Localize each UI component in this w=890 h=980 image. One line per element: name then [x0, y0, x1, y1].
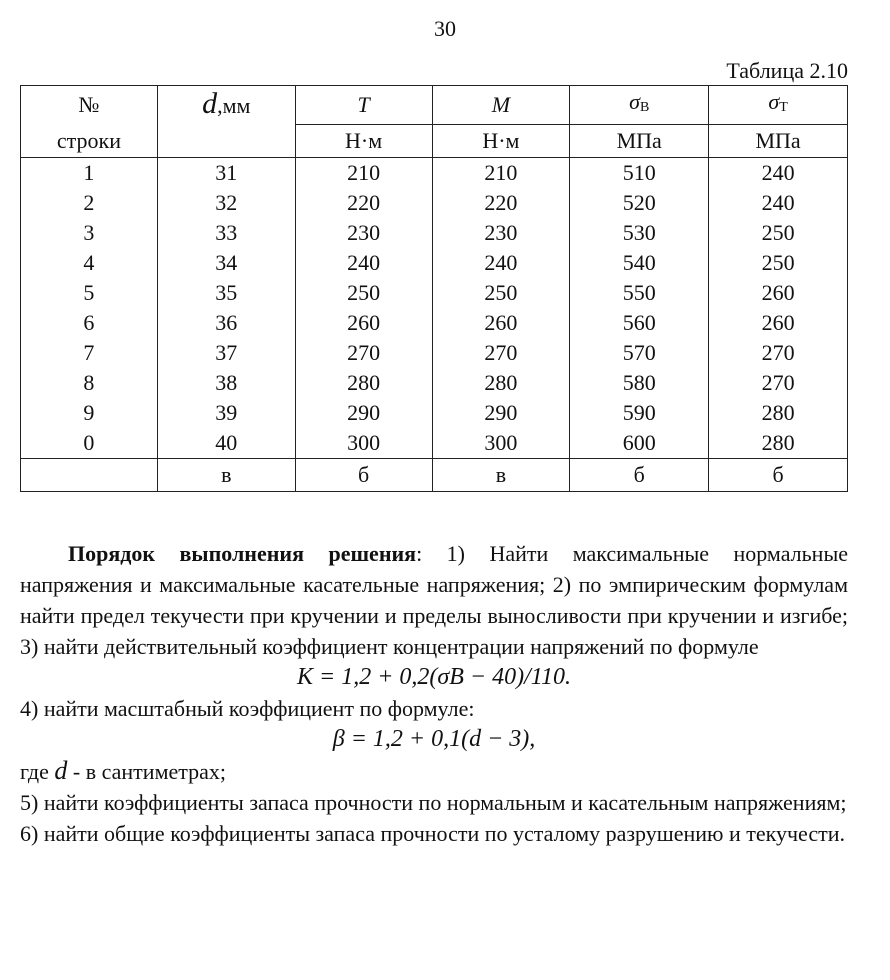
table-row	[21, 218, 848, 248]
unit-T: Н·м	[295, 125, 432, 158]
table-cell: 8	[21, 368, 158, 398]
table-cell: 560	[570, 308, 709, 338]
footer-cell: б	[295, 459, 432, 492]
table-row	[21, 278, 848, 308]
table-cell: 34	[157, 248, 295, 278]
header-sigma-b: σВ	[570, 86, 709, 125]
table-row	[21, 428, 848, 459]
header-row-no: №	[21, 86, 158, 125]
table-cell: 300	[295, 428, 432, 459]
table-cell: 580	[570, 368, 709, 398]
table-cell: 250	[295, 278, 432, 308]
table-cell: 290	[432, 398, 570, 428]
table-body	[21, 158, 848, 459]
table-row	[21, 308, 848, 338]
table-caption: Таблица 2.10	[726, 58, 848, 83]
table-cell: 240	[432, 248, 570, 278]
table-cell: 510	[570, 158, 709, 189]
table-cell: 6	[21, 308, 158, 338]
unit-M: Н·м	[432, 125, 570, 158]
table-cell: 280	[432, 368, 570, 398]
table-cell: 280	[709, 428, 848, 459]
table-cell: 530	[570, 218, 709, 248]
table-cell: 240	[295, 248, 432, 278]
footer-cell: в	[157, 459, 295, 492]
paragraph-step4: 4) найти масштабный коэффициент по формуле:	[20, 696, 475, 721]
table-cell: 550	[570, 278, 709, 308]
table-row	[21, 338, 848, 368]
header-M: M	[432, 86, 570, 125]
table-row	[21, 368, 848, 398]
table-cell: 280	[709, 398, 848, 428]
table-cell: 35	[157, 278, 295, 308]
table-cell: 260	[709, 308, 848, 338]
header-sigma-t: σТ	[709, 86, 848, 125]
table-cell: 280	[295, 368, 432, 398]
footer-cell: б	[570, 459, 709, 492]
paragraph-step6: 6) найти общие коэффициенты запаса прочности по усталому разрушению и текучести.	[20, 821, 845, 846]
table-row	[21, 248, 848, 278]
table-row	[21, 398, 848, 428]
table-cell: 260	[432, 308, 570, 338]
table-cell: 4	[21, 248, 158, 278]
paragraph-where: где d - в сантиметрах;	[20, 756, 227, 785]
table-cell: 250	[432, 278, 570, 308]
footer-cell: в	[432, 459, 570, 492]
header-row-no-2: строки	[21, 125, 158, 158]
table-cell: 39	[157, 398, 295, 428]
table-cell: 240	[709, 188, 848, 218]
footer-cell: б	[709, 459, 848, 492]
table-cell: 9	[21, 398, 158, 428]
table-cell: 230	[432, 218, 570, 248]
table-cell: 520	[570, 188, 709, 218]
table-cell: 250	[709, 218, 848, 248]
page-number: 30	[434, 16, 456, 41]
solution-text	[20, 538, 848, 849]
table-cell: 40	[157, 428, 295, 459]
table-cell: 33	[157, 218, 295, 248]
table-cell: 36	[157, 308, 295, 338]
table-cell: 7	[21, 338, 158, 368]
footer-cell	[21, 459, 158, 492]
table-row	[21, 158, 848, 189]
table-cell: 3	[21, 218, 158, 248]
table-cell: 220	[295, 188, 432, 218]
table-cell: 2	[21, 188, 158, 218]
table-cell: 600	[570, 428, 709, 459]
table-cell: 0	[21, 428, 158, 459]
table-cell: 250	[709, 248, 848, 278]
table-cell: 260	[709, 278, 848, 308]
bold-lead: Порядок выполнения решения	[68, 541, 417, 566]
unit-sigma-t: МПа	[709, 125, 848, 158]
table-cell: 230	[295, 218, 432, 248]
table-cell: 270	[432, 338, 570, 368]
table-cell: 590	[570, 398, 709, 428]
table-cell: 32	[157, 188, 295, 218]
header-blank	[157, 125, 295, 158]
table-cell: 1	[21, 158, 158, 189]
table-cell: 260	[295, 308, 432, 338]
table-cell: 37	[157, 338, 295, 368]
table-cell: 270	[709, 368, 848, 398]
unit-sigma-b: МПа	[570, 125, 709, 158]
table-cell: 290	[295, 398, 432, 428]
step-text: : 1) Найти максимальные нормальные напряжения и максимальные касательные напряжения; 2) по эмпирическим формулам найти предел текучести при кручении и пределы выносливости при кручении и изгибе; 3) найти действительный коэффициент концентрации напряжений по формуле	[20, 541, 848, 659]
header-T: T	[295, 86, 432, 125]
table-cell: 210	[295, 158, 432, 189]
paragraph-steps	[20, 538, 848, 662]
table-cell: 210	[432, 158, 570, 189]
table-cell: 240	[709, 158, 848, 189]
table-cell: 220	[432, 188, 570, 218]
table-cell: 300	[432, 428, 570, 459]
table-cell: 540	[570, 248, 709, 278]
table-cell: 38	[157, 368, 295, 398]
data-table	[20, 85, 848, 492]
table-cell: 5	[21, 278, 158, 308]
header-d: d,мм	[157, 86, 295, 125]
formula-k: K = 1,2 + 0,2(σB − 40)/110.	[297, 664, 571, 690]
formula-beta: β = 1,2 + 0,1(d − 3),	[332, 726, 536, 752]
table-cell: 270	[295, 338, 432, 368]
table-row	[21, 188, 848, 218]
table-cell: 270	[709, 338, 848, 368]
table-cell: 570	[570, 338, 709, 368]
paragraph-step5: 5) найти коэффициенты запаса прочности по нормальным и касательным напряжениям;	[20, 790, 847, 815]
table-cell: 31	[157, 158, 295, 189]
